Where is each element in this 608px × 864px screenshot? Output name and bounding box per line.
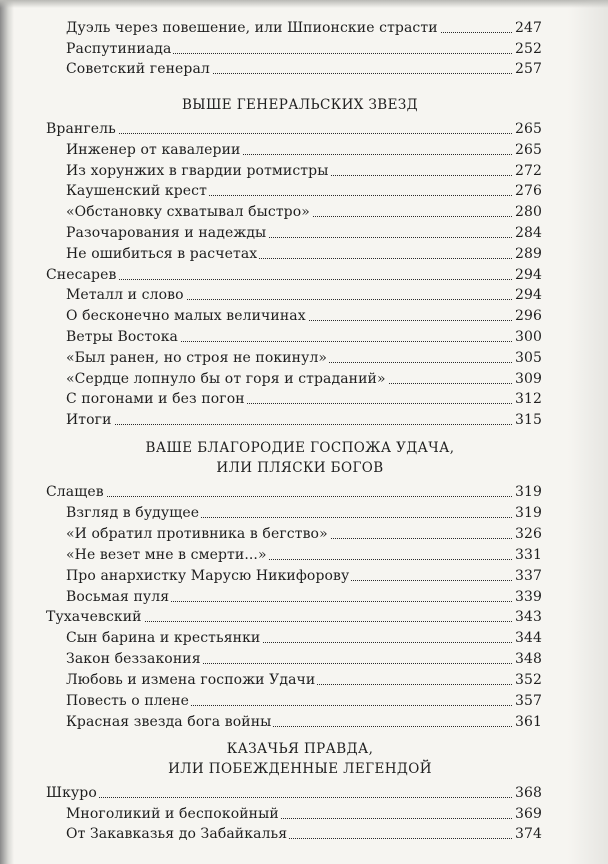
toc-subentry: [0, 201, 608, 223]
page-number: 344: [512, 627, 542, 649]
page-number: 368: [512, 782, 542, 804]
dot-leader: [46, 496, 542, 497]
toc-subentry: [0, 305, 608, 327]
page-number: 309: [512, 368, 542, 390]
entry-title: Распутиниада: [66, 38, 173, 60]
page-number: 315: [512, 409, 542, 431]
toc-subentry: [0, 284, 608, 306]
page-number: 319: [512, 481, 542, 503]
entry-title: Инженер от кавалерии: [66, 139, 242, 161]
toc-subentry: [0, 823, 608, 845]
section-heading-line2: ИЛИ ПОБЕЖДЕННЫЕ ЛЕГЕНДОЙ: [168, 761, 432, 777]
entry-title: Тухачевский: [46, 606, 144, 628]
page-number: 265: [512, 139, 542, 161]
section-heading: ВЫШЕ ГЕНЕРАЛЬСКИХ ЗВЕЗД: [181, 97, 419, 113]
entry-title: С погонами и без погон: [66, 388, 247, 410]
dot-leader: [46, 279, 542, 280]
entry-title: «Сердце лопнуло бы от горя и страданий»: [66, 368, 388, 390]
entry-title: Из хорунжих в гвардии ротмистры: [66, 160, 330, 182]
page-number: 352: [512, 669, 542, 691]
toc-subentry: [0, 409, 608, 431]
entry-title: Советский генерал: [66, 58, 212, 80]
entry-title: Итоги: [66, 409, 114, 431]
entry-title: Не ошибиться в расчетах: [66, 243, 259, 265]
toc-subentry: [0, 565, 608, 587]
entry-title: «И обратил противника в бегство»: [66, 523, 330, 545]
page-number: 343: [512, 606, 542, 628]
entry-title: Дуэль через повешение, или Шпионские страсти: [66, 17, 440, 39]
toc-subentry: [0, 502, 608, 524]
toc-subentry: [0, 326, 608, 348]
toc-subentry: [0, 711, 608, 733]
toc-subentry: [0, 586, 608, 608]
page-number: 339: [512, 586, 542, 608]
toc-subentry: [0, 690, 608, 712]
section-heading-line1: КАЗАЧЬЯ ПРАВДА,: [226, 741, 374, 757]
page-number: 296: [512, 305, 542, 327]
dot-leader: [46, 797, 542, 798]
page-number: 252: [512, 38, 542, 60]
toc-subentry: [0, 388, 608, 410]
page-number: 374: [512, 823, 542, 845]
entry-title: Восьмая пуля: [66, 586, 171, 608]
entry-title: Ветры Востока: [66, 326, 180, 348]
toc-subentry: [0, 803, 608, 825]
toc-subentry: [0, 58, 608, 80]
toc-subentry: [0, 669, 608, 691]
page-number: 348: [512, 648, 542, 670]
entry-title: Слащев: [46, 481, 106, 503]
page-number: 300: [512, 326, 542, 348]
page-number: 276: [512, 180, 542, 202]
entry-title: Врангель: [46, 118, 118, 140]
toc-subentry: [0, 17, 608, 39]
entry-title: Про анархистку Марусю Никифорову: [66, 565, 351, 587]
dot-leader: [46, 133, 542, 134]
page-number: 369: [512, 803, 542, 825]
toc-chapter-entry: [0, 481, 608, 503]
page-number: 247: [512, 17, 542, 39]
page-number: 331: [512, 544, 542, 566]
page-number: 305: [512, 347, 542, 369]
page-number: 357: [512, 690, 542, 712]
toc-subentry: [0, 523, 608, 545]
entry-title: О бесконечно малых величинах: [66, 305, 308, 327]
page-number: 265: [512, 118, 542, 140]
entry-title: Металл и слово: [66, 284, 186, 306]
toc-subentry: [0, 222, 608, 244]
entry-title: Каушенский крест: [66, 180, 209, 202]
toc-subentry: [0, 180, 608, 202]
entry-title: Повесть о плене: [66, 690, 191, 712]
toc-chapter-entry: [0, 782, 608, 804]
toc-subentry: [0, 160, 608, 182]
page-number: 284: [512, 222, 542, 244]
page-number: 337: [512, 565, 542, 587]
entry-title: «Не везет мне в смерти...»: [66, 544, 269, 566]
entry-title: Снесарев: [46, 264, 118, 286]
toc-subentry: [0, 38, 608, 60]
section-heading-line2: ИЛИ ПЛЯСКИ БОГОВ: [216, 460, 384, 476]
page-number: 319: [512, 502, 542, 524]
toc-chapter-entry: [0, 264, 608, 286]
page-number: 257: [512, 58, 542, 80]
toc-chapter-entry: [0, 118, 608, 140]
toc-subentry: [0, 243, 608, 265]
entry-title: Красная звезда бога войны: [66, 711, 273, 733]
entry-title: Любовь и измена госпожи Удачи: [66, 669, 317, 691]
page-number: 294: [512, 284, 542, 306]
entry-title: От Закавказья до Забайкалья: [66, 823, 289, 845]
toc-subentry: [0, 627, 608, 649]
dot-leader: [66, 424, 542, 425]
toc-subentry: [0, 368, 608, 390]
toc-subentry: [0, 648, 608, 670]
entry-title: Взгляд в будущее: [66, 502, 201, 524]
toc-chapter-entry: [0, 606, 608, 628]
entry-title: Многоликий и беспокойный: [66, 803, 281, 825]
toc-subentry: [0, 347, 608, 369]
toc-subentry: [0, 139, 608, 161]
entry-title: «Был ранен, но строя не покинул»: [66, 347, 329, 369]
entry-title: «Обстановку схватывал быстро»: [66, 201, 312, 223]
page-number: 294: [512, 264, 542, 286]
page-number: 361: [512, 711, 542, 733]
section-heading-line1: ВАШЕ БЛАГОРОДИЕ ГОСПОЖА УДАЧА,: [145, 440, 455, 456]
entry-title: Сын барина и крестьянки: [66, 627, 262, 649]
entry-title: Разочарования и надежды: [66, 222, 268, 244]
page-number: 312: [512, 388, 542, 410]
toc-subentry: [0, 544, 608, 566]
page-number: 289: [512, 243, 542, 265]
page-number: 272: [512, 160, 542, 182]
entry-title: Шкуро: [46, 782, 99, 804]
page-number: 326: [512, 523, 542, 545]
entry-title: Закон беззакония: [66, 648, 203, 670]
page-number: 280: [512, 201, 542, 223]
